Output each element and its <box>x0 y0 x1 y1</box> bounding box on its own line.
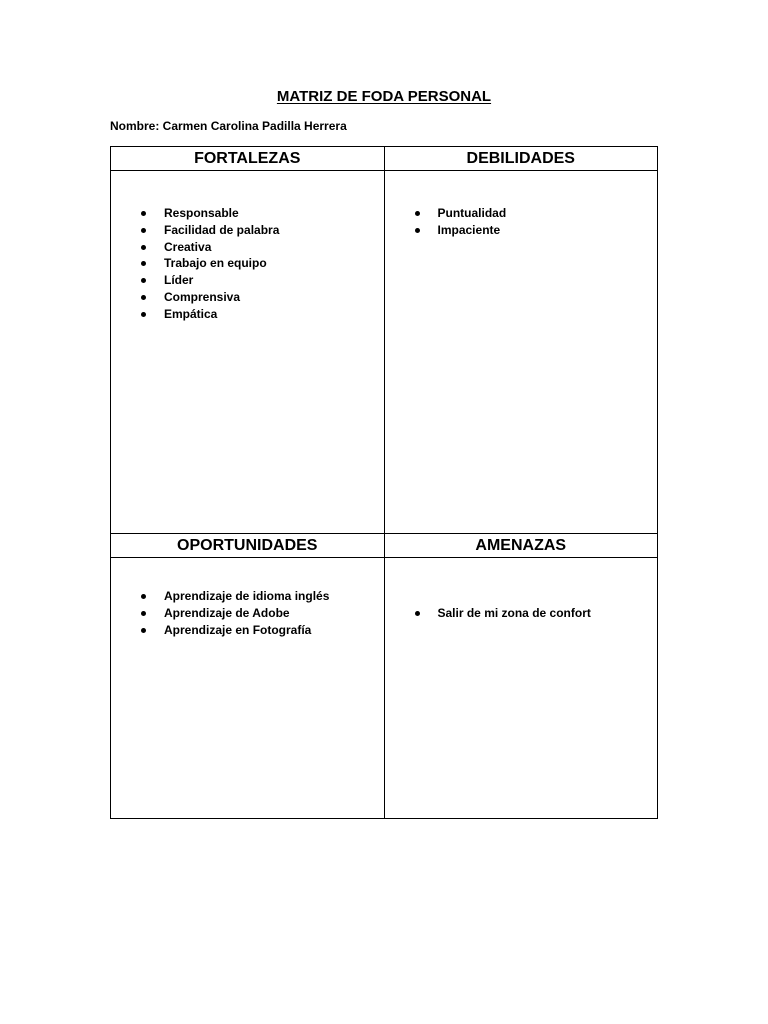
list-item: Aprendizaje de Adobe <box>137 605 384 622</box>
list-item: Líder <box>137 272 384 289</box>
fortalezas-list <box>111 205 384 323</box>
oportunidades-cell <box>111 558 385 819</box>
oportunidades-heading: OPORTUNIDADES <box>111 534 385 558</box>
amenazas-list <box>385 605 658 622</box>
page-title: MATRIZ DE FODA PERSONAL <box>276 88 492 105</box>
oportunidades-list <box>111 588 384 638</box>
body-row-bottom <box>111 558 658 819</box>
list-item: Impaciente <box>411 222 658 239</box>
debilidades-heading: DEBILIDADES <box>384 147 658 171</box>
name-line: Nombre: Carmen Carolina Padilla Herrera <box>110 119 347 133</box>
amenazas-cell <box>384 558 658 819</box>
header-row-top <box>111 147 658 171</box>
list-item: Aprendizaje en Fotografía <box>137 622 384 639</box>
list-item: Aprendizaje de idioma inglés <box>137 588 384 605</box>
header-row-bottom <box>111 534 658 558</box>
debilidades-cell <box>384 171 658 534</box>
list-item: Comprensiva <box>137 289 384 306</box>
list-item: Responsable <box>137 205 384 222</box>
fortalezas-heading: FORTALEZAS <box>111 147 385 171</box>
amenazas-heading: AMENAZAS <box>384 534 658 558</box>
list-item: Salir de mi zona de confort <box>411 605 658 622</box>
list-item: Trabajo en equipo <box>137 255 384 272</box>
foda-matrix <box>110 146 658 819</box>
body-row-top <box>111 171 658 534</box>
list-item: Creativa <box>137 239 384 256</box>
debilidades-list <box>385 205 658 239</box>
list-item: Puntualidad <box>411 205 658 222</box>
list-item: Facilidad de palabra <box>137 222 384 239</box>
list-item: Empática <box>137 306 384 323</box>
fortalezas-cell <box>111 171 385 534</box>
